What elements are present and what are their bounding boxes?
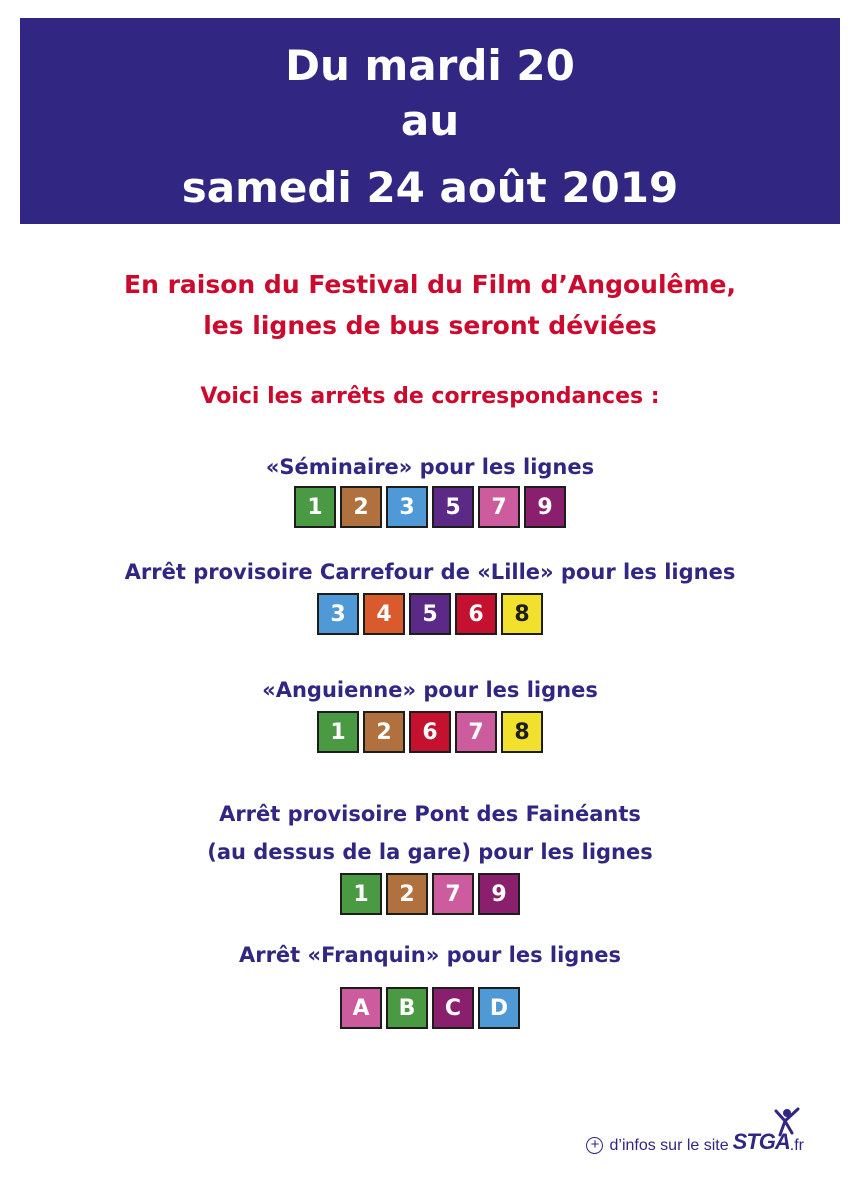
notice-subheading: Voici les arrêts de correspondances : <box>200 384 660 409</box>
line-badge: 3 <box>386 486 428 528</box>
line-badge: 7 <box>432 873 474 915</box>
line-badge: 8 <box>501 711 543 753</box>
line-badge: 2 <box>363 711 405 753</box>
line-badge: B <box>386 987 428 1029</box>
stop-lille-lines <box>0 593 860 637</box>
line-badge: 3 <box>317 593 359 635</box>
line-badge: 7 <box>455 711 497 753</box>
stop-anguienne-title: «Anguienne» pour les lignes <box>262 678 598 702</box>
stga-figure-icon <box>774 1107 800 1137</box>
line-badge: 2 <box>386 873 428 915</box>
notice-line-2: les lignes de bus seront déviées <box>203 311 657 340</box>
line-badge: 8 <box>501 593 543 635</box>
plus-icon: + <box>586 1137 603 1154</box>
stga-logo-text: STGA <box>732 1129 790 1154</box>
line-badge: 5 <box>432 486 474 528</box>
stop-anguienne-lines <box>0 711 860 755</box>
stop-seminaire-title: «Séminaire» pour les lignes <box>265 455 595 479</box>
stop-seminaire-lines <box>0 486 860 530</box>
line-badge: 9 <box>478 873 520 915</box>
date-banner <box>20 18 840 224</box>
line-badge: 4 <box>363 593 405 635</box>
banner-line-1: Du mardi 20 <box>285 41 575 90</box>
stga-logo <box>729 1129 790 1155</box>
line-badge: 6 <box>455 593 497 635</box>
line-badge: D <box>478 987 520 1029</box>
footer-website <box>586 1115 804 1155</box>
stop-franquin-title: Arrêt «Franquin» pour les lignes <box>238 943 622 967</box>
line-badge: 5 <box>409 593 451 635</box>
line-badge: 2 <box>340 486 382 528</box>
line-badge: C <box>432 987 474 1029</box>
banner-line-2: au <box>400 96 460 145</box>
footer-suffix: .fr <box>789 1137 804 1154</box>
stop-faineants-lines <box>0 873 860 917</box>
stop-faineants-title: Arrêt provisoire Pont des Fainéants <box>219 802 641 826</box>
stop-franquin-lines <box>0 987 860 1031</box>
line-badge: 1 <box>340 873 382 915</box>
stop-faineants-title-2: (au dessus de la gare) pour les lignes <box>207 840 653 864</box>
stop-lille-title: Arrêt provisoire Carrefour de «Lille» pour les lignes <box>124 560 736 584</box>
line-badge: A <box>340 987 382 1029</box>
notice-line-1: En raison du Festival du Film d’Angoulême, <box>124 270 736 299</box>
line-badge: 9 <box>524 486 566 528</box>
footer-text: d’infos sur le site <box>609 1137 729 1154</box>
line-badge: 7 <box>478 486 520 528</box>
banner-line-3: samedi 24 août 2019 <box>181 163 679 212</box>
line-badge: 6 <box>409 711 451 753</box>
line-badge: 1 <box>294 486 336 528</box>
line-badge: 1 <box>317 711 359 753</box>
